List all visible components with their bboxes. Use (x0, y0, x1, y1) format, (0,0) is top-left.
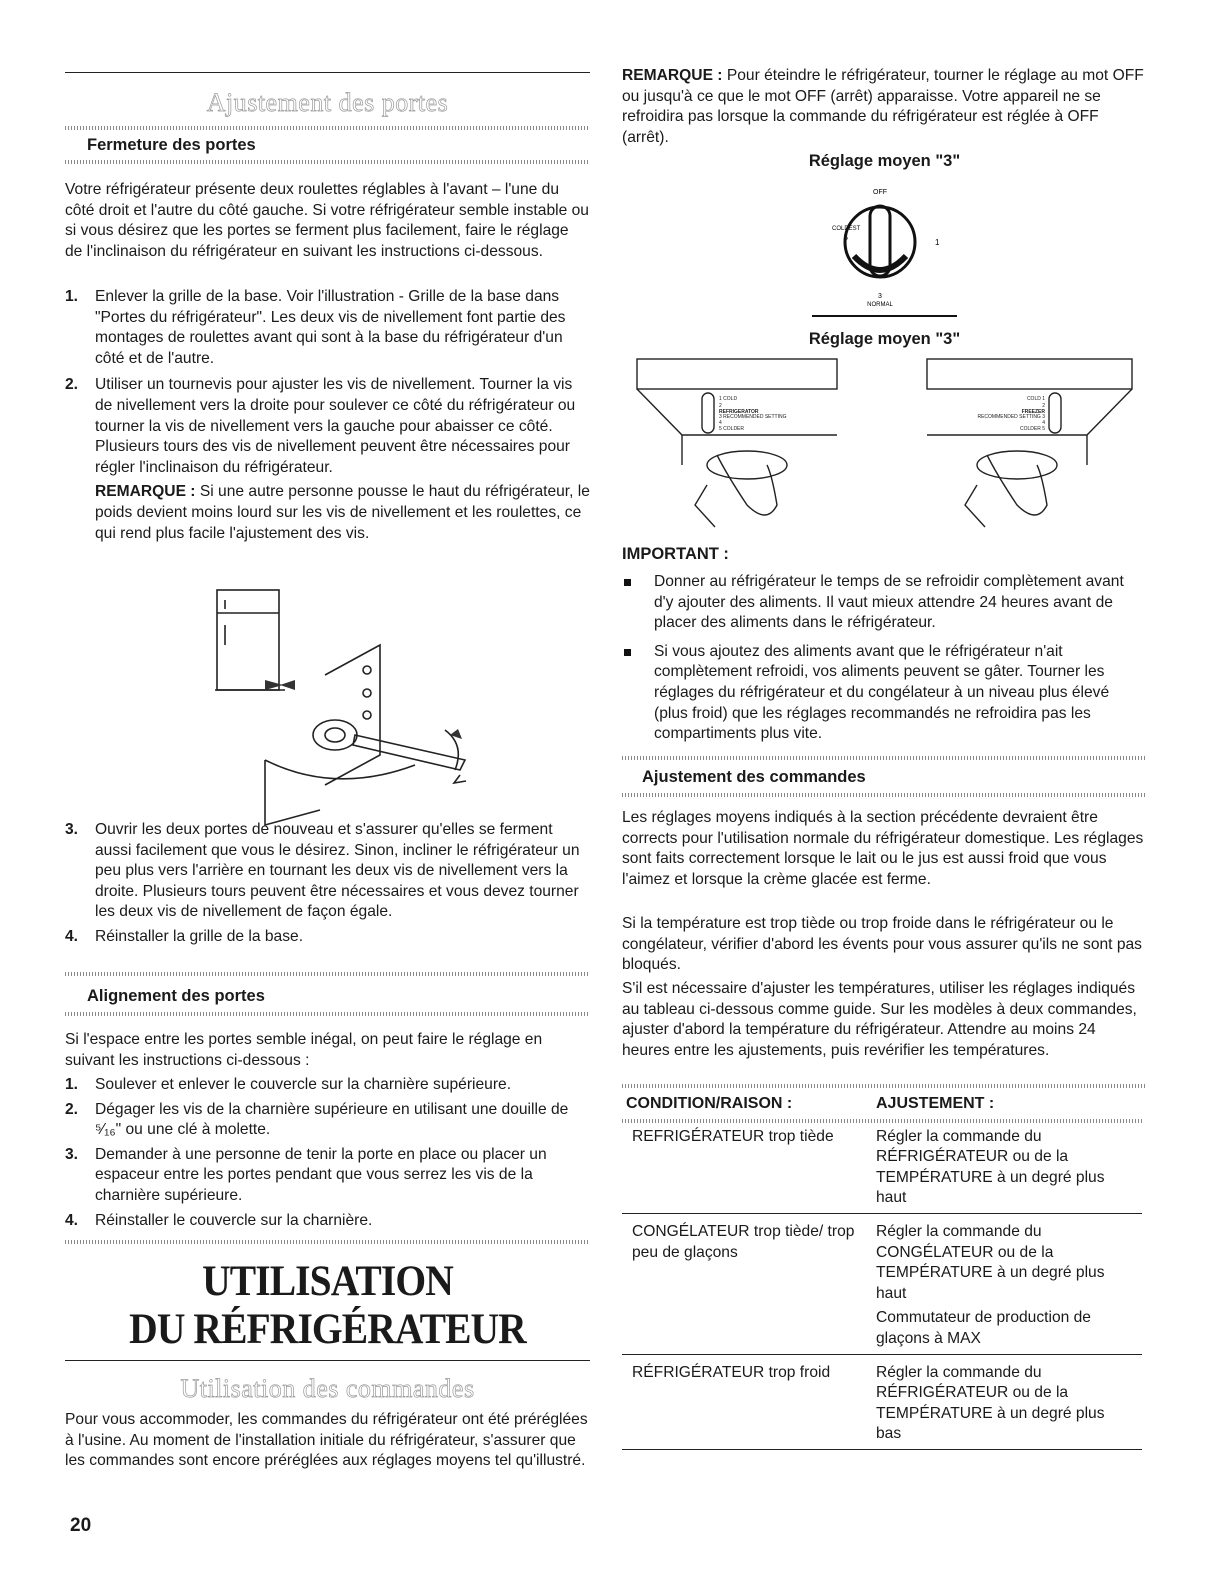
step-text: Enlever la grille de la base. Voir l'illustration - Grille de la base dans "Portes du réfrigérateur". Les deux vis de nivellement font partie des montages de roulettes avant qui sont à la base du réfrigérateur d'un côté et de l'autre. (95, 288, 566, 367)
important-label: IMPORTANT : (622, 545, 729, 563)
page-number: 20 (70, 1515, 92, 1536)
dotted-rule (622, 1084, 1147, 1088)
slider-controls-illustration (627, 355, 1142, 535)
step-number: 3. (65, 821, 79, 838)
table-cell: Régler la commande du RÉFRIGÉRATEUR ou de la TEMPÉRATURE à un degré plus haut (876, 1127, 1105, 1207)
note-text: Si une autre personne pousse le haut du réfrigérateur, le poids devient moins lourd sur les vis de nivellement et les roulettes, ce qui rend plus facile l'ajustement des vis. (95, 483, 590, 542)
slider-left-label: 5 COLDER (719, 426, 745, 432)
slider-right-label: COLDER 5 (1019, 426, 1045, 432)
dial-label-five: 5 (844, 235, 848, 242)
step-number: 2. (65, 376, 79, 394)
heading-alignment: Alignement des portes (87, 987, 265, 1005)
table-row (622, 1127, 1142, 1214)
alignment-steps (65, 1075, 590, 1231)
dial-label-three: 3 (878, 293, 882, 300)
table-col-condition: CONDITION/RAISON : (626, 1095, 793, 1112)
step-text: Dégager les vis de la charnière supérieure en utilisant une douille de ⁵⁄₁₆" ou une clé à molette. (95, 1100, 569, 1139)
dotted-rule (622, 756, 1147, 760)
table-header (622, 1094, 1142, 1115)
step-text: Demander à une personne de tenir la porte en place ou placer un espaceur entre les portes pendant que vous serrez les vis de la charnière supérieure. (95, 1145, 547, 1204)
list-item: Si vous ajoutez des aliments avant que le réfrigérateur n'ait complètement refroidi, vos aliments peuvent se gâter. Tourner les réglages du réfrigérateur et du congélateur à un niveau plus élevé (plus froid) que les réglages recommandés ne refroidira pas les compartiments plus vite. (622, 642, 1147, 745)
slider-left-label: REFRIGERATOR (719, 409, 759, 415)
dotted-rule (65, 1012, 590, 1016)
leveling-screw-illustration (205, 585, 535, 835)
table-cell: RÉFRIGÉRATEUR trop froid (632, 1363, 831, 1381)
step-text: Réinstaller la grille de la base. (95, 927, 304, 945)
slider-left-label: 2 (719, 403, 722, 409)
list-item (65, 927, 590, 948)
table-cell: Régler la commande du CONGÉLATEUR ou de la TEMPÉRATURE à un degré plus haut Commutateur de production de glaçons à MAX (876, 1222, 1105, 1347)
alignment-intro: Si l'espace entre les portes semble inégal, on peut faire le réglage en suivant les instructions ci-dessous : (65, 1031, 543, 1069)
note (95, 482, 590, 544)
step-number: 1. (65, 288, 79, 305)
step-number: 1. (65, 1076, 79, 1093)
adjust-paragraph-2: Si la température est trop tiède ou trop froide dans le réfrigérateur ou le congélateur, vérifier d'abord les évents pour vous assurer qu'ils ne sont pas bloqués. (622, 915, 1142, 974)
slider-right-label: 2 (1042, 403, 1045, 409)
step-text: Utiliser un tournevis pour ajuster les vis de nivellement. Tourner la vis de nivellement vers la droite pour soulever ce côté du réfrigérateur ou tourner la vis de nivellement vers la gauche pour abaisser ce côté. Plusieurs tours des vis de nivellement peuvent être nécessaires pour régler l'inclinaison du réfrigérateur. (95, 376, 576, 476)
heading-adjust: Ajustement des commandes (642, 768, 866, 786)
table-row (622, 1222, 1142, 1354)
list-item (65, 820, 590, 923)
slider-right-label: 4 (1042, 420, 1045, 426)
table-col-adjustment: AJUSTEMENT : (876, 1095, 995, 1112)
step-text: Soulever et enlever le couvercle sur la charnière supérieure. (95, 1076, 512, 1093)
big-title-line2: DU RÉFRIGÉRATEUR (129, 1306, 526, 1353)
step-text: Réinstaller le couvercle sur la charnière. (95, 1211, 373, 1229)
closing-intro: Votre réfrigérateur présente deux roulettes réglables à l'avant – l'une du côté droit et l'autre du côté gauche. Si votre réfrigérateur semble instable ou si vous désirez que les portes se ferment plus facilement, faire le réglage de l'inclinaison du réfrigérateur en suivant les instructions ci-dessous. (65, 181, 589, 260)
note-label: REMARQUE : (95, 483, 196, 501)
closing-steps (65, 287, 590, 544)
closing-steps-continued (65, 820, 590, 948)
dotted-rule (622, 793, 1147, 797)
step-number: 2. (65, 1100, 79, 1118)
control-dial-illustration (792, 180, 972, 320)
note-text: Pour éteindre le réfrigérateur, tourner le réglage au mot OFF ou jusqu'à ce que le mot OFF (arrêt) apparaisse. Votre appareil ne se refroidira pas lorsque la commande du réfrigérateur est réglée à OFF (arrêt). (622, 67, 1144, 146)
off-note (622, 66, 1147, 148)
slider-caption: Réglage moyen "3" (808, 330, 961, 348)
list-item (65, 1145, 590, 1207)
dotted-rule (65, 972, 590, 976)
dotted-rule (65, 1240, 590, 1244)
slider-right-label: RECOMMENDED SETTING 3 (977, 414, 1045, 420)
note-label: REMARQUE : (622, 67, 723, 84)
slider-left-label: 3 RECOMMENDED SETTING (719, 414, 787, 420)
controls-intro: Pour vous accommoder, les commandes du réfrigérateur ont été préréglées à l'usine. Au moment de l'installation initiale du réfrigérateur, s'assurer que les commandes sont encore préréglées aux réglages moyens tel qu'illustré. (65, 1411, 588, 1470)
dotted-rule (622, 1119, 1142, 1123)
section-rule (65, 72, 590, 73)
slider-left-label: 1 COLD (719, 396, 738, 402)
table-row (622, 1363, 1142, 1450)
dial-caption: Réglage moyen "3" (808, 152, 961, 170)
dial-label-coldest: COLDEST (832, 226, 861, 232)
step-text: Ouvrir les deux portes de nouveau et s'assurer qu'elles se ferment aussi facilement que vous le désirez. Sinon, incliner le réfrigérateur un peu plus vers l'arrière en tournant les deux vis de nivellement vers la droite. Plusieurs tours peuvent être nécessaires et vous devez tourner les deux vis de nivellement de façon égale. (95, 821, 580, 921)
list-item (65, 287, 590, 369)
adjust-table (622, 1094, 1142, 1452)
list-item: Donner au réfrigérateur le temps de se refroidir complètement avant d'y ajouter des aliments. Il vaut mieux attendre 24 heures avant de placer des aliments dans le réfrigérateur. (622, 572, 1147, 634)
important-list (622, 572, 1147, 745)
slider-left-label: 4 (719, 420, 722, 426)
dotted-rule (65, 126, 590, 130)
list-item (65, 1100, 590, 1141)
dial-label-one: 1 (935, 238, 940, 247)
big-title-line1: UTILISATION (202, 1258, 453, 1305)
step-number: 4. (65, 927, 79, 945)
table-cell: CONGÉLATEUR trop tiède/ trop peu de glaçons (632, 1222, 855, 1261)
adjust-paragraph-3: S'il est nécessaire d'ajuster les températures, utiliser les réglages indiqués au tableau ci-dessous comme guide. Sur les modèles à deux commandes, ajuster d'abord la température du réfrigérateur. Attendre au moins 24 heures entre les ajustements, puis revérifier les températures. (622, 980, 1137, 1059)
dial-label-off: OFF (873, 189, 887, 196)
heading-closing: Fermeture des portes (87, 136, 256, 154)
section-title-controls: Utilisation des commandes (180, 1374, 475, 1403)
list-item (65, 375, 590, 544)
list-item (65, 1211, 590, 1232)
adjust-paragraph-1: Les réglages moyens indiqués à la section précédente devraient être corrects pour l'utilisation normale du réfrigérateur domestique. Les réglages sont faits correctement lorsque le lait ou le jus est aussi froid que vous l'aimez et lorsque la crème glacée est ferme. (622, 809, 1144, 888)
slider-right-label: FREEZER (1021, 409, 1045, 415)
section-rule (65, 1360, 590, 1361)
dial-label-normal: NORMAL (867, 302, 893, 308)
table-cell: REFRIGÉRATEUR trop tiède (632, 1127, 834, 1145)
step-number: 4. (65, 1211, 79, 1229)
table-cell: Régler la commande du RÉFRIGÉRATEUR ou de la TEMPÉRATURE à un degré plus bas (876, 1363, 1105, 1443)
step-number: 3. (65, 1145, 79, 1163)
slider-right-label: COLD 1 (1026, 396, 1045, 402)
list-item (65, 1075, 590, 1096)
dotted-rule (65, 160, 590, 164)
section-title-doors: Ajustement des portes (206, 88, 449, 117)
